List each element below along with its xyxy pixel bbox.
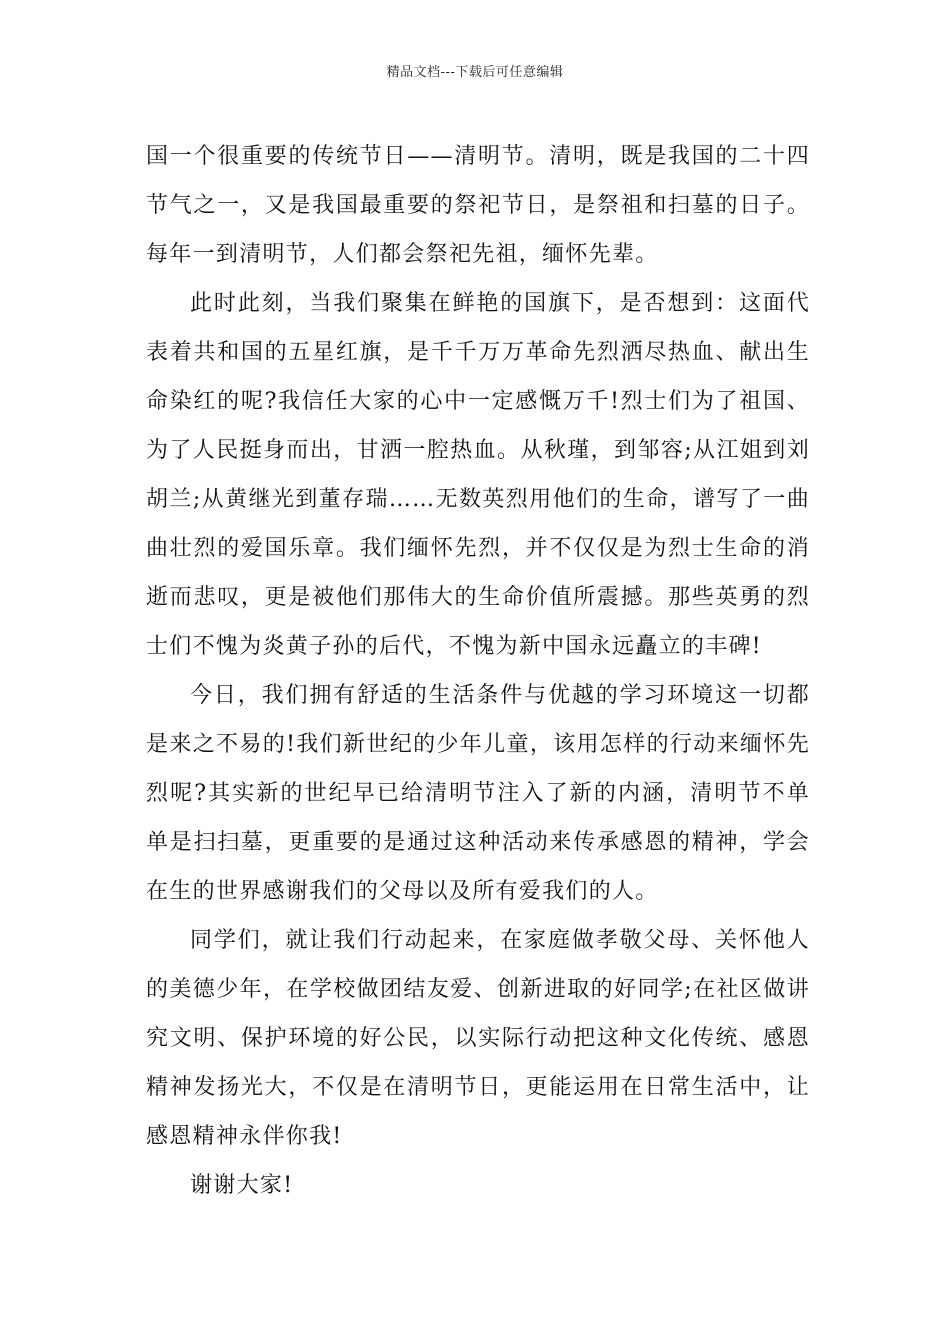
page-header: 精品文档---下载后可任意编辑 [386,65,564,80]
paragraph-5: 谢谢大家! [190,1173,294,1198]
paragraph-4: 同学们，就让我们行动起来，在家庭做孝敬父母、关怀他人的美德少年，在学校做团结友爱、创新进取的好同学;在社区做讲究文明、保护环境的好公民，以实际行动把这种文化传统、感恩精神发扬光大，不仅是在清明节日，更能运用在日常生活中，让感恩精神永伴你我! [146,928,810,1149]
paragraph-2: 此时此刻，当我们聚集在鲜艳的国旗下，是否想到：这面代表着共和国的五星红旗，是千千万万革命先烈洒尽热血、献出生命染红的呢?我信任大家的心中一定感慨万千!烈士们为了祖国、为了人民挺身而出，甘洒一腔热血。从秋瑾，到邹容;从江姐到刘胡兰;从黄继光到董存瑞……无数英烈用他们的生命，谱写了一曲曲壮烈的爱国乐章。我们缅怀先烈，并不仅仅是为烈士生命的消逝而悲叹，更是被他们那伟大的生命价值所震撼。那些英勇的烈士们不愧为炎黄子孙的后代，不愧为新中国永远矗立的丰碑! [146,291,810,659]
document-body [146,132,810,1210]
paragraph-3: 今日，我们拥有舒适的生活条件与优越的学习环境这一切都是来之不易的!我们新世纪的少年儿童，该用怎样的行动来缅怀先烈呢?其实新的世纪早已给清明节注入了新的内涵，清明节不单单是扫扫墓，更重要的是通过这种活动来传承感恩的精神，学会在生的世界感谢我们的父母以及所有爱我们的人。 [146,683,810,904]
paragraph-1: 国一个很重要的传统节日——清明节。清明，既是我国的二十四节气之一，又是我国最重要的祭祀节日，是祭祖和扫墓的日子。每年一到清明节，人们都会祭祀先祖，缅怀先辈。 [146,144,810,267]
